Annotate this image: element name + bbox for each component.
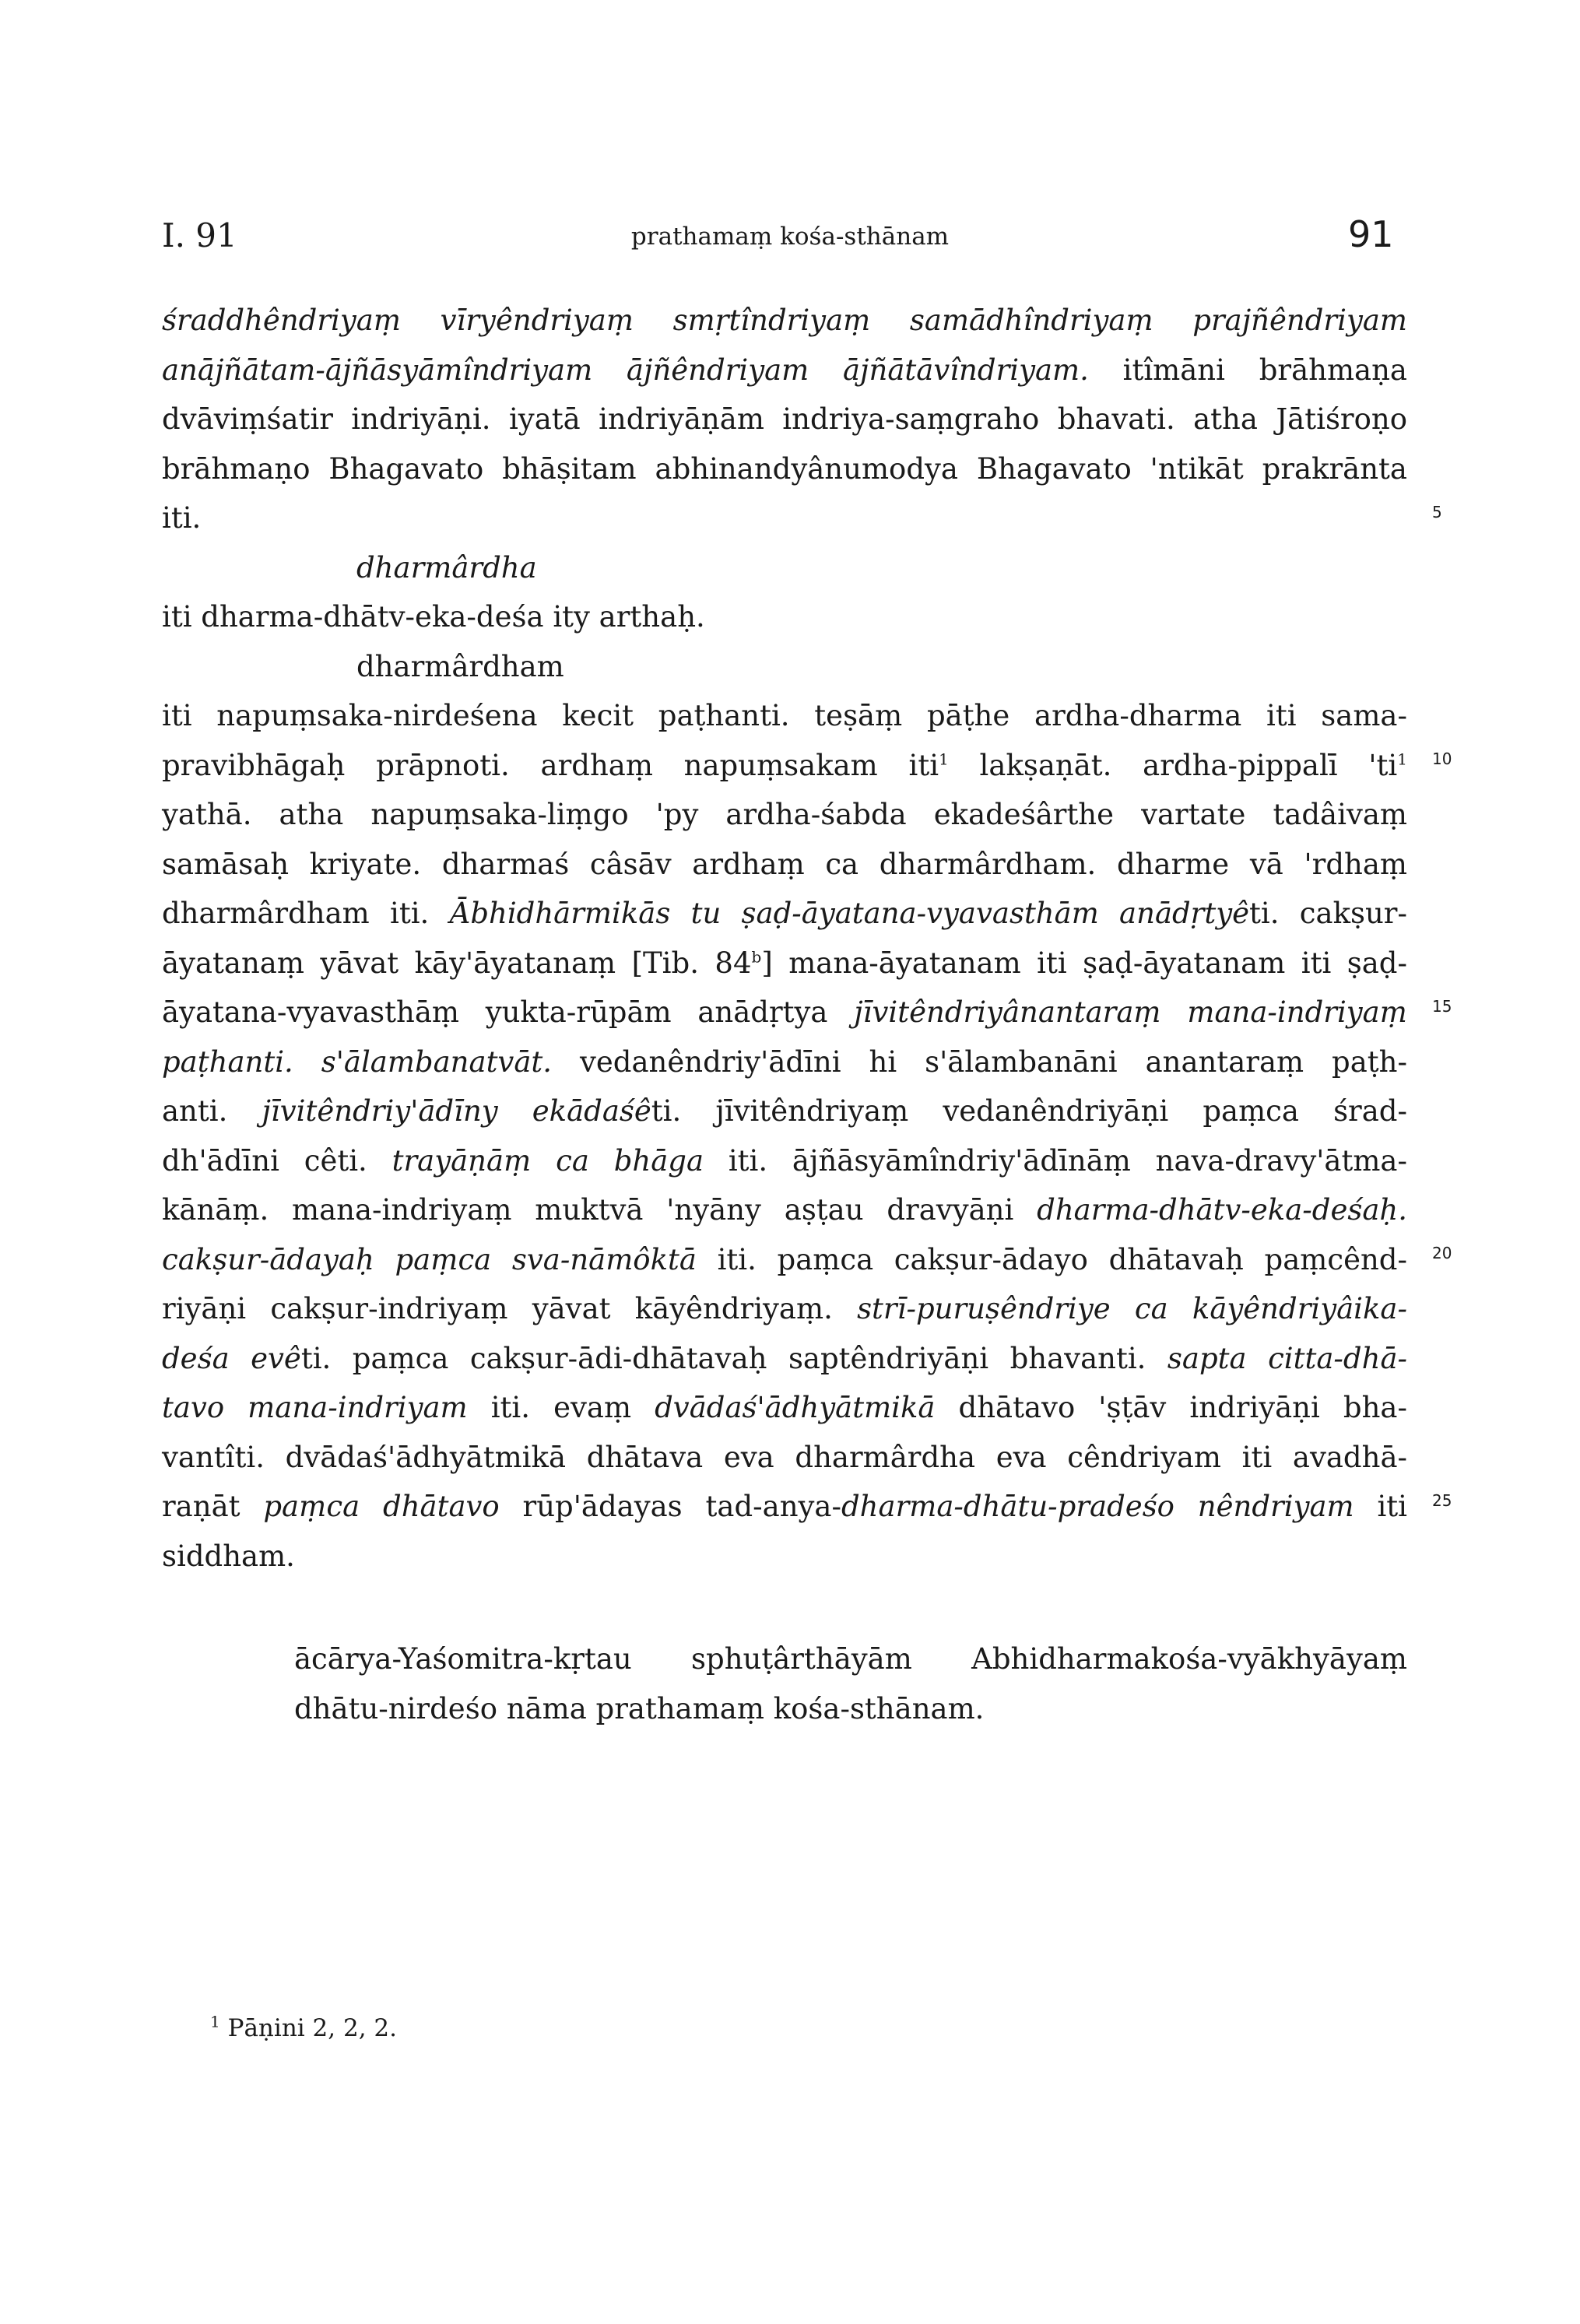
text-segment: iti. ājñāsyāmîndriy'ādīnāṃ nava-dravy'ātma-	[704, 1143, 1407, 1178]
superscript: b	[751, 947, 762, 967]
section-number: I. 91	[162, 216, 237, 255]
text-segment: deśa evê	[162, 1341, 301, 1375]
text-segment: iti dharma-dhātv-eka-deśa ity arthaḥ.	[162, 600, 705, 634]
text-segment: dh'ādīni cêti.	[162, 1143, 392, 1178]
footnote-marker: 1	[210, 2012, 220, 2031]
superscript: 1	[1397, 750, 1407, 769]
line-number-20: 20	[1432, 1244, 1452, 1262]
text-segment: ti. cakṣur-	[1249, 897, 1407, 930]
colophon	[294, 1634, 1407, 1733]
running-title: prathamaṃ kośa-sthānam	[630, 223, 950, 251]
text-segment: vedanêndriy'ādīni hi s'ālambanāni anantaraṃ paṭh-	[552, 1044, 1407, 1079]
text-segment: sapta citta-dhā-	[1167, 1341, 1408, 1375]
text-segment: paṃca dhātavo	[263, 1490, 500, 1523]
text-segment: iti	[1354, 1490, 1408, 1523]
text-segment: iti.	[162, 501, 202, 535]
superscript: 1	[939, 750, 949, 769]
text-line	[162, 988, 1407, 1037]
text-segment: dharmârdham iti.	[162, 897, 450, 930]
text-line	[162, 1334, 1407, 1384]
text-segment: raṇāt	[162, 1490, 264, 1523]
text-segment: strī-puruṣêndriye ca kāyêndriyâika-	[857, 1292, 1407, 1325]
text-segment: yathā. atha napuṃsaka-liṃgo 'py ardha-śabda ekadeśârthe vartate tadâivaṃ	[162, 798, 1407, 831]
text-segment: riyāṇi cakṣur-indriyaṃ yāvat kāyêndriyaṃ.	[162, 1292, 858, 1325]
text-segment: Ābhidhārmikās tu ṣaḍ-āyatana-vyavasthām anādṛtyê	[449, 897, 1250, 930]
text-segment: dvādaś'ādhyātmikā	[655, 1391, 936, 1424]
text-segment: dvāviṃśatir indriyāṇi. iyatā indriyāṇām indriya-saṃgraho bhavati. atha Jātiśroṇo	[162, 402, 1407, 436]
colophon-line-1: ācārya-Yaśomitra-kṛtau sphuṭârthāyām Abhidharmakośa-vyākhyāyaṃ	[294, 1642, 1407, 1676]
text-segment: ] mana-āyatanam iti ṣaḍ-āyatanam iti ṣaḍ-	[761, 946, 1407, 980]
text-line	[162, 296, 1407, 346]
text-line	[162, 889, 1407, 939]
text-segment: jīvitêndriy'ādīny ekādaśê	[262, 1094, 651, 1128]
text-segment: iti. paṃca cakṣur-ādayo dhātavaḥ paṃcênd-	[696, 1242, 1407, 1276]
text-line	[162, 1087, 1407, 1136]
text-segment: anājñātam-ājñāsyāmîndriyam ājñêndriyam ājñātāvîndriyam.	[162, 353, 1089, 387]
text-line	[162, 444, 1407, 494]
text-segment: ti. jīvitêndriyaṃ vedanêndriyāṇi paṃca śrad-	[651, 1094, 1407, 1128]
text-segment: samāsaḥ kriyate. dharmaś câsāv ardhaṃ ca dharmârdham. dharme vā 'rdhaṃ	[162, 847, 1407, 881]
line-number-5: 5	[1432, 503, 1442, 521]
main-text	[162, 296, 1407, 1581]
text-segment: jīvitêndriyânantaraṃ mana-indriyaṃ	[854, 995, 1408, 1029]
footnote-text: Pāṇini 2, 2, 2.	[227, 2014, 397, 2042]
text-line	[162, 1383, 1407, 1433]
text-line	[162, 790, 1407, 840]
text-line	[162, 939, 1407, 988]
text-segment: dharmârdham	[356, 649, 564, 683]
text-segment: iti. evaṃ	[467, 1391, 655, 1424]
text-segment: pravibhāgaḥ prāpnoti. ardhaṃ napuṃsakam iti	[162, 748, 939, 782]
text-line	[162, 543, 1407, 593]
text-segment: siddham.	[162, 1539, 295, 1573]
text-line	[162, 642, 1407, 692]
text-segment: kānāṃ. mana-indriyaṃ muktvā 'nyāny aṣṭau dravyāṇi	[162, 1193, 1038, 1227]
line-number-10: 10	[1432, 750, 1452, 768]
text-segment: dharmârdha	[356, 550, 537, 585]
text-segment: trayāṇāṃ ca bhāga	[391, 1143, 704, 1178]
text-line	[162, 691, 1407, 741]
line-number-15: 15	[1432, 997, 1452, 1016]
page-number: 91	[1348, 213, 1394, 255]
text-segment: brāhmaṇo Bhagavato bhāṣitam abhinandyânumodya Bhagavato 'ntikāt prakrānta	[162, 451, 1407, 486]
text-line	[162, 592, 1407, 642]
text-segment: dhātavo 'ṣṭāv indriyāṇi bha-	[935, 1391, 1407, 1424]
text-segment: lakṣaṇāt. ardha-pippalī 'ti	[948, 748, 1398, 782]
text-line	[162, 395, 1407, 444]
line-number-25: 25	[1432, 1491, 1452, 1510]
text-line	[162, 840, 1407, 890]
text-segment: āyatanaṃ yāvat kāy'āyatanaṃ [Tib. 84	[162, 946, 752, 980]
colophon-line-2: dhātu-nirdeśo nāma prathamaṃ kośa-sthānam.	[294, 1691, 985, 1725]
text-segment: vantîti. dvādaś'ādhyātmikā dhātava eva dharmârdha eva cêndriyam iti avadhā-	[162, 1440, 1407, 1474]
text-segment: dharma-dhātu-pradeśo nêndriyam	[841, 1490, 1354, 1523]
text-segment: cakṣur-ādayaḥ paṃca sva-nāmôktā	[162, 1242, 697, 1276]
text-line	[162, 1482, 1407, 1532]
text-line	[162, 1037, 1407, 1087]
footnote	[210, 2014, 397, 2042]
text-line	[162, 1185, 1407, 1235]
text-line	[162, 1532, 1407, 1582]
text-segment: śraddhêndriyaṃ vīryêndriyaṃ smṛtîndriyaṃ samādhîndriyaṃ prajñêndriyam	[162, 304, 1407, 337]
text-line	[162, 741, 1407, 791]
text-line	[162, 1136, 1407, 1186]
text-segment: āyatana-vyavasthāṃ yukta-rūpām anādṛtya	[162, 995, 855, 1029]
text-line	[162, 1433, 1407, 1483]
text-segment: itîmāni brāhmaṇa	[1088, 353, 1407, 387]
text-line	[162, 1235, 1407, 1285]
text-line	[162, 346, 1407, 395]
text-segment: anti.	[162, 1094, 262, 1128]
text-segment: dharma-dhātv-eka-deśaḥ.	[1037, 1193, 1407, 1227]
text-segment: paṭhanti. s'ālambanatvāt.	[162, 1044, 553, 1079]
text-line	[162, 493, 1407, 543]
text-line	[162, 1284, 1407, 1334]
text-segment: tavo mana-indriyam	[162, 1391, 468, 1424]
text-segment: iti napuṃsaka-nirdeśena kecit paṭhanti. teṣāṃ pāṭhe ardha-dharma iti sama-	[162, 699, 1407, 732]
text-segment: rūp'ādayas tad-anya-	[499, 1490, 841, 1523]
text-segment: ti. paṃca cakṣur-ādi-dhātavaḥ saptêndriyāṇi bhavanti.	[300, 1341, 1167, 1375]
